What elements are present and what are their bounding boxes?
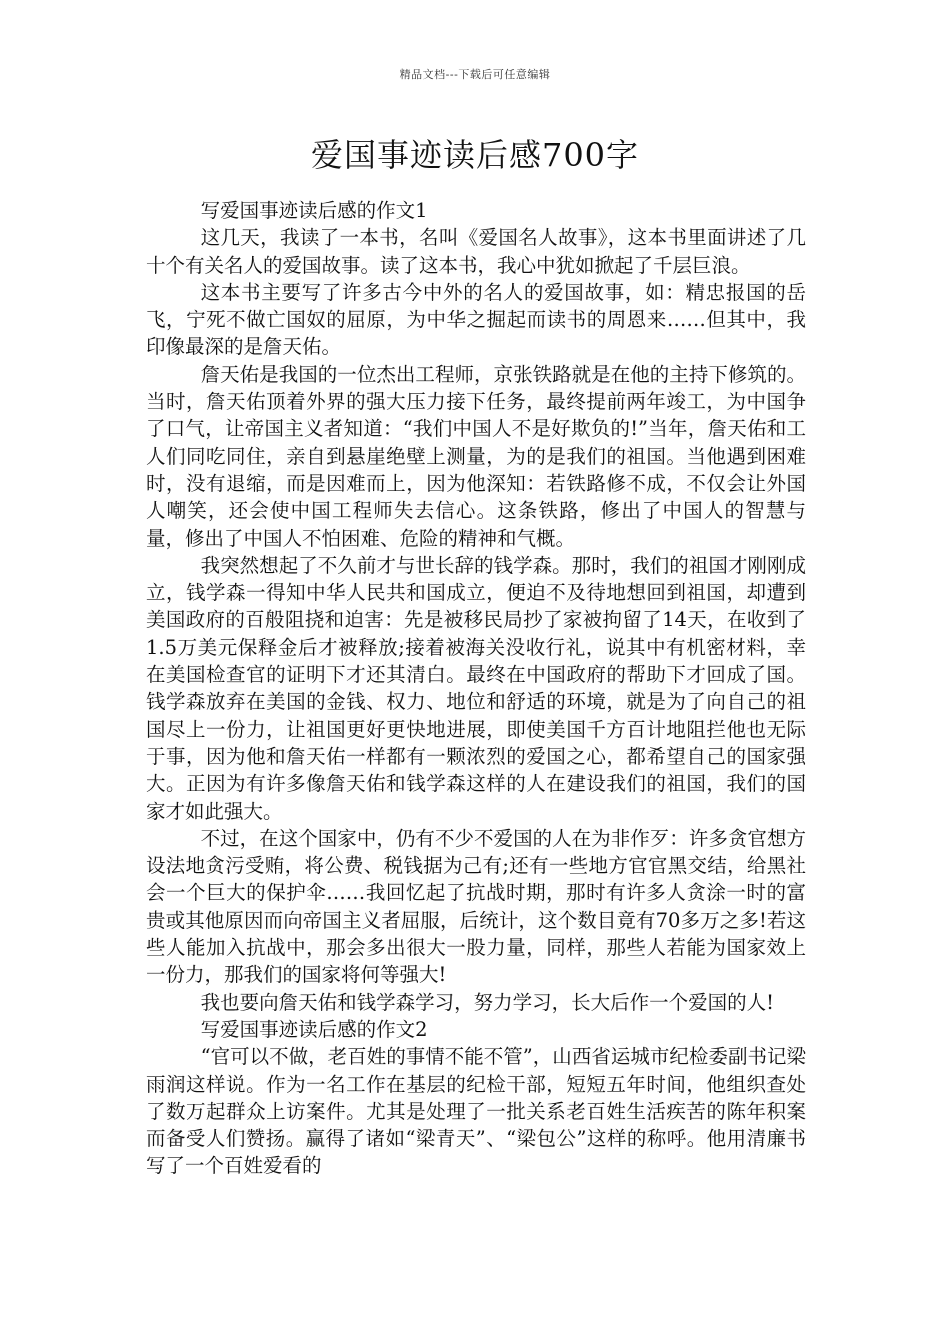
paragraph: 我也要向詹天佑和钱学森学习，努力学习，长大后作一个爱国的人! (200, 990, 774, 1014)
paragraph: “官可以不做，老百姓的事情不能不管”，山西省运城市纪检委副书记梁雨润这样说。作为一名工作在基层的纪检干部，短短五年时间，他组织查处了数万起群众上访案件。尤其是处理了一批关系老百姓生活疾苦的陈年积案而备受人们赞扬。赢得了诸如“梁青天”、“梁包公”这样的称呼。他用清廉书写了一个百姓爱看的 (146, 1045, 806, 1178)
section-heading: 写爱国事迹读后感的作文2 (200, 1017, 428, 1041)
paragraph: 不过，在这个国家中，仍有不少不爱国的人在为非作歹：许多贪官想方设法地贪污受贿，将公费、税钱据为己有;还有一些地方官官黑交结，给黑社会一个巨大的保护伞……我回忆起了抗战时期，那时有许多人贪涂一时的富贵或其他原因而向帝国主义者屈服，后统计，这个数目竟有70多万之多!若这些人能加入抗战中，那会多出很大一股力量，同样，那些人若能为国家效上一份力，那我们的国家将何等强大! (146, 826, 806, 987)
paragraph: 这几天，我读了一本书，名叫《爱国名人故事》，这本书里面讲述了几十个有关名人的爱国故事。读了这本书，我心中犹如掀起了千层巨浪。 (146, 226, 806, 277)
section-heading: 写爱国事迹读后感的作文1 (200, 199, 428, 222)
paragraph: 我突然想起了不久前才与世长辞的钱学森。那时，我们的祖国才刚刚成立，钱学森一得知中华人民共和国成立，便迫不及待地想回到祖国，却遭到美国政府的百般阻挠和迫害：先是被移民局抄了家被拘留了14天，在收到了1.5万美元保释金后才被释放;接着被海关没收行礼，说其中有机密材料，幸在美国检查官的证明下才还其清白。最终在中国政府的帮助下才回成了国。钱学森放弃在美国的金钱、权力、地位和舒适的环境，就是为了向自己的祖国尽上一份力，让祖国更好更快地进展，即使美国千方百计地阻拦他也无际于事，因为他和詹天佑一样都有一颗浓烈的爱国之心，都希望自己的国家强大。正因为有许多像詹天佑和钱学森这样的人在建设我们的祖国，我们的国家才如此强大。 (146, 553, 806, 823)
paragraph: 詹天佑是我国的一位杰出工程师，京张铁路就是在他的主持下修筑的。当时，詹天佑顶着外界的强大压力接下任务，最终提前两年竣工，为中国争了口气，让帝国主义者知道：“我们中国人不是好欺负的!”当年，詹天佑和工人们同吃同住，亲自到悬崖绝壁上测量，为的是我们的祖国。当他遇到困难时，没有退缩，而是因难而上，因为他深知：若铁路修不成，不仅会让外国人嘲笑，还会使中国工程师失去信心。这条铁路，修出了中国人的智慧与量，修出了中国人不怕困难、危险的精神和气概。 (146, 362, 806, 550)
document-title: 爱国事迹读后感700字 (310, 136, 640, 174)
paragraph: 这本书主要写了许多古今中外的名人的爱国故事，如：精忠报国的岳飞，宁死不做亡国奴的屈原，为中华之掘起而读书的周恩来……但其中，我印像最深的是詹天佑。 (146, 280, 806, 359)
document-body (146, 197, 806, 1180)
header-note: 精品文档---下载后可任意编辑 (399, 68, 551, 81)
